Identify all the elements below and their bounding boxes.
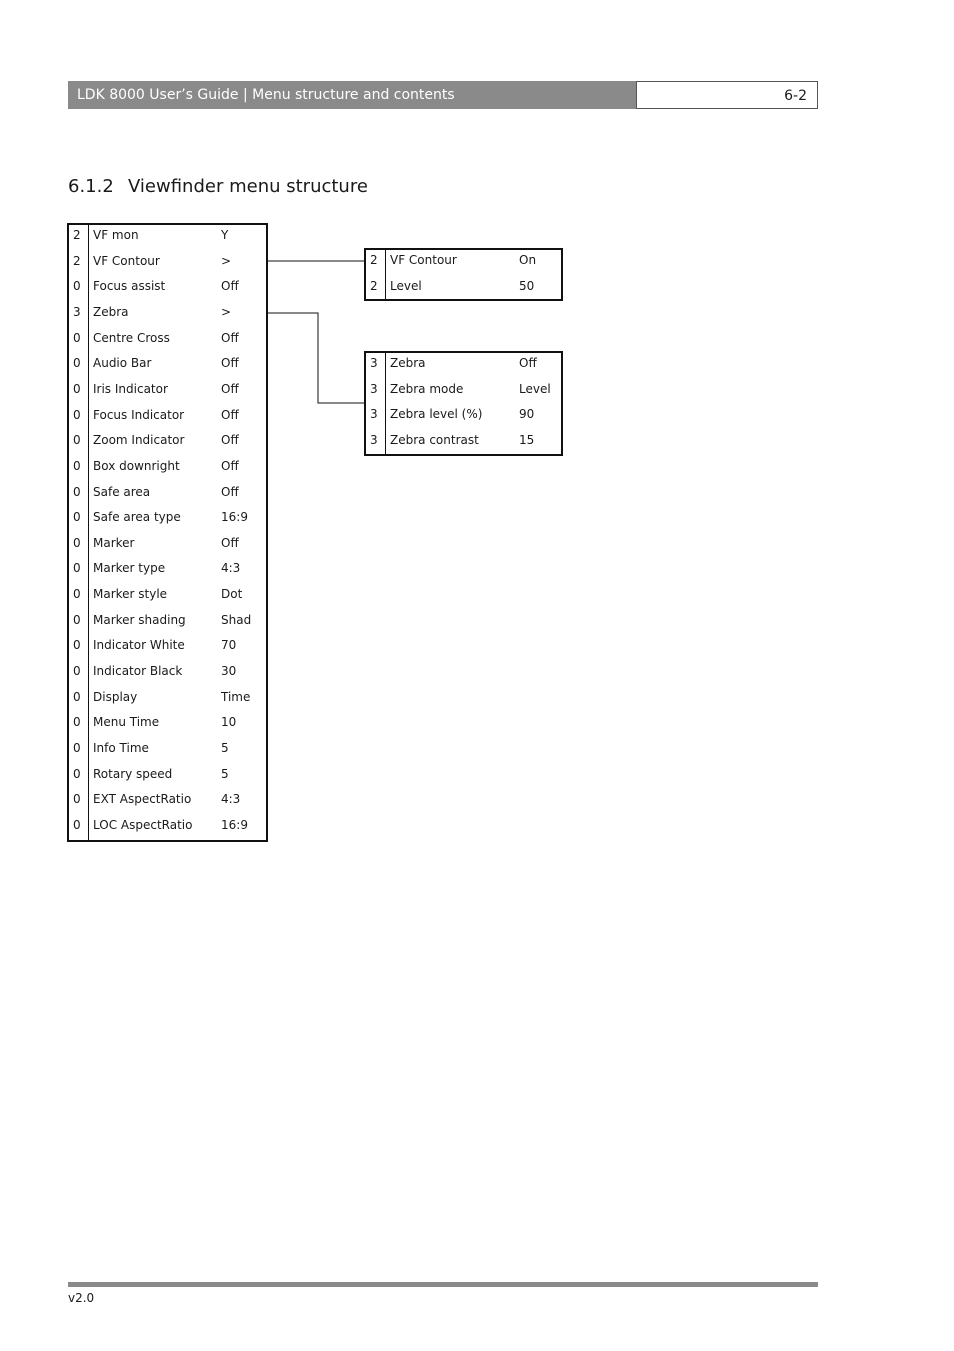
menu-row-label: Marker <box>93 535 135 550</box>
menu-row-level: 2 <box>370 253 378 267</box>
menu-row-label: Zebra contrast <box>390 432 479 447</box>
menu-row-value: 10 <box>221 715 237 730</box>
menu-row <box>366 353 561 379</box>
menu-row-level: 0 <box>73 356 81 371</box>
menu-row-label: LOC AspectRatio <box>93 817 193 832</box>
menu-row-level: 0 <box>73 535 81 550</box>
menu-row <box>69 456 266 482</box>
menu-row-value: Off <box>221 458 239 473</box>
menu-row <box>69 558 266 584</box>
menu-row-label: Marker type <box>93 561 166 576</box>
menu-row <box>366 404 561 430</box>
menu-row-label: VF Contour <box>390 253 457 267</box>
menu-row <box>69 225 266 251</box>
menu-row-value: Off <box>221 407 239 422</box>
menu-row-level: 3 <box>73 304 81 319</box>
menu-row-level: 0 <box>73 689 81 704</box>
menu-row-level: 0 <box>73 612 81 627</box>
menu-row-value: Shad <box>221 612 252 627</box>
menu-row-level: 0 <box>73 561 81 576</box>
main-menu-box <box>67 223 268 842</box>
menu-row-label: Focus Indicator <box>93 407 185 422</box>
menu-row <box>69 302 266 328</box>
menu-row-label: Zebra mode <box>390 381 464 396</box>
menu-row-value: Off <box>221 356 239 371</box>
menu-row <box>366 430 561 456</box>
menu-row-level: 0 <box>73 407 81 422</box>
menu-row <box>366 379 561 405</box>
section-title: Viewfinder menu structure <box>128 176 368 197</box>
menu-row-level: 3 <box>370 432 378 447</box>
menu-row-label: Zebra <box>93 304 129 319</box>
menu-row <box>69 251 266 277</box>
menu-row-value: Off <box>221 279 239 294</box>
connector-zebra <box>267 313 366 403</box>
menu-row-level: 3 <box>370 381 378 396</box>
menu-row-value: Dot <box>221 587 243 602</box>
menu-row-level: 0 <box>73 458 81 473</box>
menu-row-level: 0 <box>73 792 81 807</box>
menu-row-label: Level <box>390 278 422 293</box>
menu-row-value: Level <box>519 381 551 396</box>
menu-row-label: Marker shading <box>93 612 186 627</box>
menu-row-label: Rotary speed <box>93 766 173 781</box>
menu-row-level: 2 <box>370 278 378 293</box>
vf-contour-submenu-box <box>364 248 563 301</box>
menu-row-label: Iris Indicator <box>93 381 168 396</box>
menu-row-value: Time <box>221 689 251 704</box>
menu-row <box>69 635 266 661</box>
menu-row <box>69 276 266 302</box>
menu-row <box>69 379 266 405</box>
header-title: LDK 8000 User’s Guide | Menu structure and contents <box>77 87 455 103</box>
menu-row-level: 0 <box>73 664 81 679</box>
menu-row <box>69 687 266 713</box>
menu-row-label: Safe area type <box>93 510 181 525</box>
menu-row-label: Indicator Black <box>93 664 183 679</box>
menu-row-level: 0 <box>73 587 81 602</box>
menu-row-level: 0 <box>73 381 81 396</box>
menu-row-label: Focus assist <box>93 279 166 294</box>
menu-row <box>69 584 266 610</box>
menu-row-value: 4:3 <box>221 561 241 576</box>
menu-row-label: EXT AspectRatio <box>93 792 192 807</box>
menu-row <box>366 250 561 276</box>
menu-row-value: 15 <box>519 432 535 447</box>
menu-row-value: Off <box>221 330 239 345</box>
menu-row-value: Off <box>519 356 537 370</box>
zebra-submenu-box <box>364 351 563 456</box>
menu-row-label: Indicator White <box>93 638 185 653</box>
menu-row-label: Marker style <box>93 587 168 602</box>
menu-row-level: 0 <box>73 638 81 653</box>
menu-row-level: 0 <box>73 484 81 499</box>
menu-row <box>69 764 266 790</box>
menu-row-label: Zebra level (%) <box>390 407 483 422</box>
menu-row-value: Off <box>221 484 239 499</box>
menu-row-level: 0 <box>73 715 81 730</box>
menu-row <box>69 533 266 559</box>
menu-row-level: 0 <box>73 766 81 781</box>
menu-row <box>69 610 266 636</box>
menu-row <box>69 661 266 687</box>
menu-row-label: Zoom Indicator <box>93 433 185 448</box>
menu-row-label: Safe area <box>93 484 151 499</box>
menu-row-value: 90 <box>519 407 535 422</box>
menu-row-level: 0 <box>73 741 81 755</box>
menu-row-value: Off <box>221 433 239 448</box>
menu-row-value: Off <box>221 381 239 396</box>
menu-row-level: 2 <box>73 228 81 242</box>
menu-row <box>69 507 266 533</box>
menu-row <box>69 430 266 456</box>
menu-row-level: 2 <box>73 253 81 268</box>
menu-row <box>69 738 266 764</box>
menu-row-label: VF mon <box>93 228 139 242</box>
menu-row-value: 30 <box>221 664 237 679</box>
menu-row <box>69 712 266 738</box>
menu-row-value: Y <box>221 228 229 242</box>
menu-row-value: On <box>519 253 537 267</box>
footer-rule <box>68 1282 818 1287</box>
menu-row-label: Display <box>93 689 138 704</box>
footer-version: v2.0 <box>68 1291 95 1305</box>
menu-row <box>69 789 266 815</box>
menu-row <box>366 276 561 302</box>
menu-row-level: 0 <box>73 279 81 294</box>
menu-row-value: 70 <box>221 638 237 653</box>
menu-row-label: Box downright <box>93 458 180 473</box>
menu-row-label: Audio Bar <box>93 356 152 371</box>
menu-row-level: 0 <box>73 817 81 832</box>
menu-row-value: 5 <box>221 766 229 781</box>
menu-row <box>69 353 266 379</box>
menu-row-level: 0 <box>73 433 81 448</box>
menu-row-value: 50 <box>519 278 535 293</box>
menu-row <box>69 328 266 354</box>
menu-row-level: 3 <box>370 356 378 370</box>
menu-row-value: Off <box>221 535 239 550</box>
menu-row <box>69 482 266 508</box>
menu-row-label: Menu Time <box>93 715 160 730</box>
menu-row <box>69 405 266 431</box>
menu-row-label: Zebra <box>390 356 426 370</box>
menu-row-value: 16:9 <box>221 817 248 832</box>
menu-row-label: Info Time <box>93 741 149 755</box>
menu-row-value: > <box>221 253 232 268</box>
menu-row-label: VF Contour <box>93 253 160 268</box>
menu-row-value: 5 <box>221 741 229 755</box>
menu-row-level: 0 <box>73 510 81 525</box>
menu-row-value: 4:3 <box>221 792 241 807</box>
menu-row-value: 16:9 <box>221 510 248 525</box>
section-number: 6.1.2 <box>68 176 114 197</box>
menu-row-value: > <box>221 304 232 319</box>
menu-row-level: 3 <box>370 407 378 422</box>
menu-row <box>69 815 266 841</box>
page-number: 6-2 <box>784 88 807 104</box>
menu-row-level: 0 <box>73 330 81 345</box>
menu-row-label: Centre Cross <box>93 330 170 345</box>
